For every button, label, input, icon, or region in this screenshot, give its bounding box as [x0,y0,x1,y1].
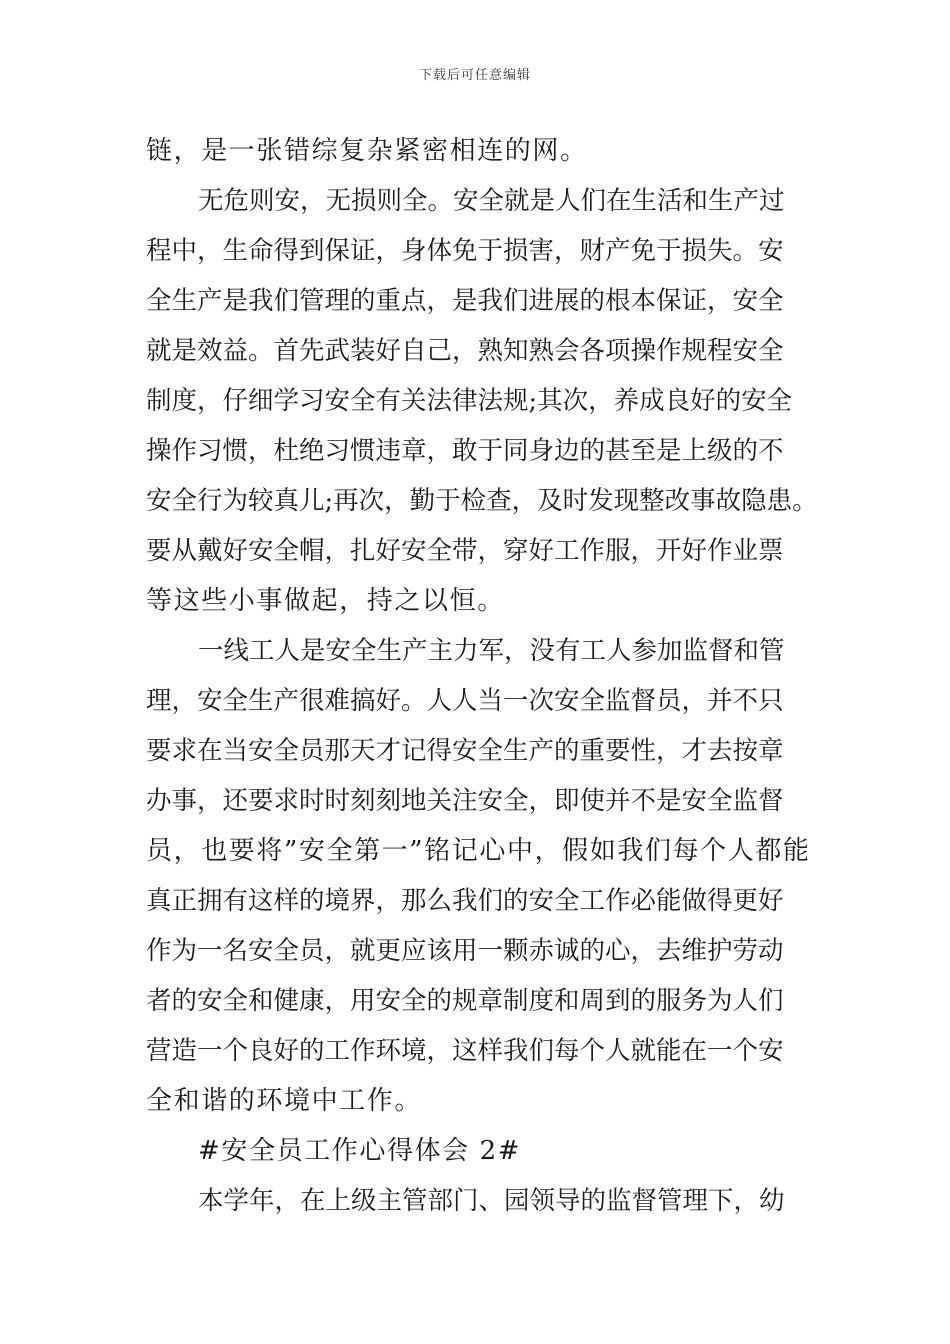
text-line: 理，安全生产很难搞好。人人当一次安全监督员，并不只 [146,686,784,716]
text-line: 办事，还要求时时刻刻地关注安全，即使并不是安全监督 [146,786,784,816]
text-line: 作为一名安全员，就更应该用一颗赤诚的心，去维护劳动 [146,936,784,966]
text-line: 安全行为较真儿;再次，勤于检查，及时发现整改事故隐患。 [146,486,818,516]
document-body [146,126,826,1226]
text-line: 链，是一张错综复杂紧密相连的网。 [146,136,588,166]
section-heading: #安全员工作心得体会 2# [198,1136,522,1166]
text-line: 等这些小事做起，持之以恒。 [146,586,505,616]
text-line: 员，也要将”安全第一”铭记心中，假如我们每个人都能 [146,836,811,866]
text-line: 营造一个良好的工作环境，这样我们每个人就能在一个安 [146,1036,784,1066]
text-line: 全和谐的环境中工作。 [146,1086,423,1116]
text-line: 要从戴好安全帽，扎好安全带，穿好工作服，开好作业票 [146,536,784,566]
text-line: 一线工人是安全生产主力军，没有工人参加监督和管 [198,636,785,666]
text-line: 真正拥有这样的境界，那么我们的安全工作必能做得更好 [146,886,784,916]
text-line: 就是效益。首先武装好自己，熟知熟会各项操作规程安全 [146,336,784,366]
text-line: 制度，仔细学习安全有关法律法规;其次，养成良好的安全 [146,386,793,416]
text-line: 要求在当安全员那天才记得安全生产的重要性，才去按章 [146,736,784,766]
text-line: 本学年，在上级主管部门、园领导的监督管理下，幼 [198,1186,785,1216]
text-line: 全生产是我们管理的重点，是我们进展的根本保证，安全 [146,286,784,316]
text-line: 者的安全和健康，用安全的规章制度和周到的服务为人们 [146,986,784,1016]
page-header: 下载后可任意编辑 [418,68,531,83]
text-line: 程中，生命得到保证，身体免于损害，财产免于损失。安 [146,236,784,266]
text-line: 操作习惯，杜绝习惯违章，敢于同身边的甚至是上级的不 [146,436,784,466]
text-line: 无危则安，无损则全。安全就是人们在生活和生产过 [198,186,785,216]
